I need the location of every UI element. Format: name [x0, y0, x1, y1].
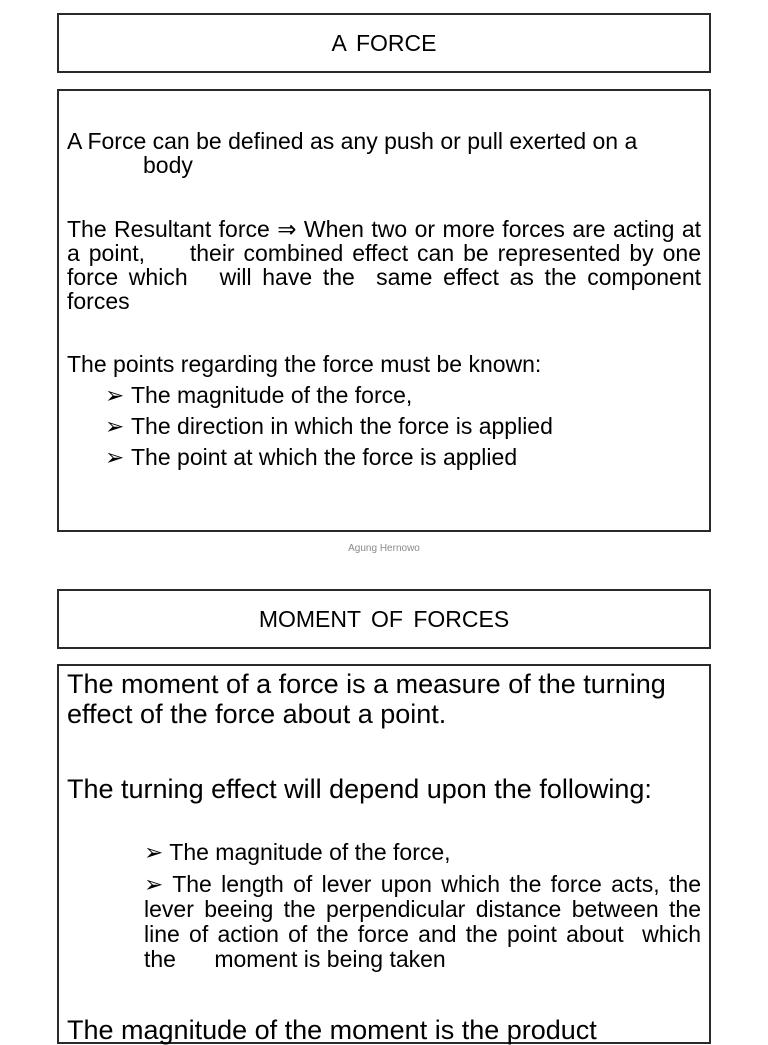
arrow-bullet-icon: ➢: [105, 382, 125, 408]
force-definition: [67, 129, 701, 177]
arrow-bullet-icon: ➢: [144, 839, 164, 865]
resultant-force-paragraph: The Resultant force ⇒ When two or more forces are acting at a point, their combined effect can be represented by one force which will have the same effect as the component forces: [67, 216, 701, 314]
bullet-text: The direction in which the force is applied: [131, 413, 553, 439]
arrow-bullet-icon: ➢: [105, 444, 125, 470]
force-definition-line1: A Force can be defined as any push or pull exerted on a: [67, 128, 638, 154]
moment-bullet-text: The magnitude of the force,: [169, 839, 451, 865]
bullet-item: [105, 414, 553, 438]
moment-bullet-text: The length of lever upon which the force acts, the lever beeing the perpendicular distance between the line of action of the force and the point about which the moment is being taken: [144, 871, 701, 972]
slide2-title-box: [57, 589, 711, 649]
turning-effect-intro: The turning effect will depend upon the following:: [67, 774, 652, 804]
slide1-content-box: [57, 89, 711, 532]
slide2-content-box: [57, 664, 711, 1044]
bullet-text: The magnitude of the force,: [131, 382, 413, 408]
slide1-title: A FORCE: [331, 29, 437, 56]
author-footer: Agung Hernowo: [348, 543, 420, 554]
cut-off-paragraph: The magnitude of the moment is the product: [67, 1015, 597, 1045]
arrow-bullet-icon: ➢: [105, 413, 125, 439]
slide2-title: MOMENT OF FORCES: [258, 605, 510, 632]
points-intro: The points regarding the force must be known:: [67, 351, 542, 377]
moment-bullet-item: [144, 872, 701, 972]
bullet-item: [105, 445, 517, 469]
arrow-bullet-icon: ➢: [144, 871, 164, 897]
bullet-text: The point at which the force is applied: [131, 444, 518, 470]
moment-definition: The moment of a force is a measure of the turning effect of the force about a point.: [67, 669, 666, 729]
bullet-item: [105, 383, 412, 407]
slide1-title-box: [57, 13, 711, 73]
moment-bullet-item: [144, 840, 701, 865]
force-definition-line2: body: [143, 152, 193, 178]
